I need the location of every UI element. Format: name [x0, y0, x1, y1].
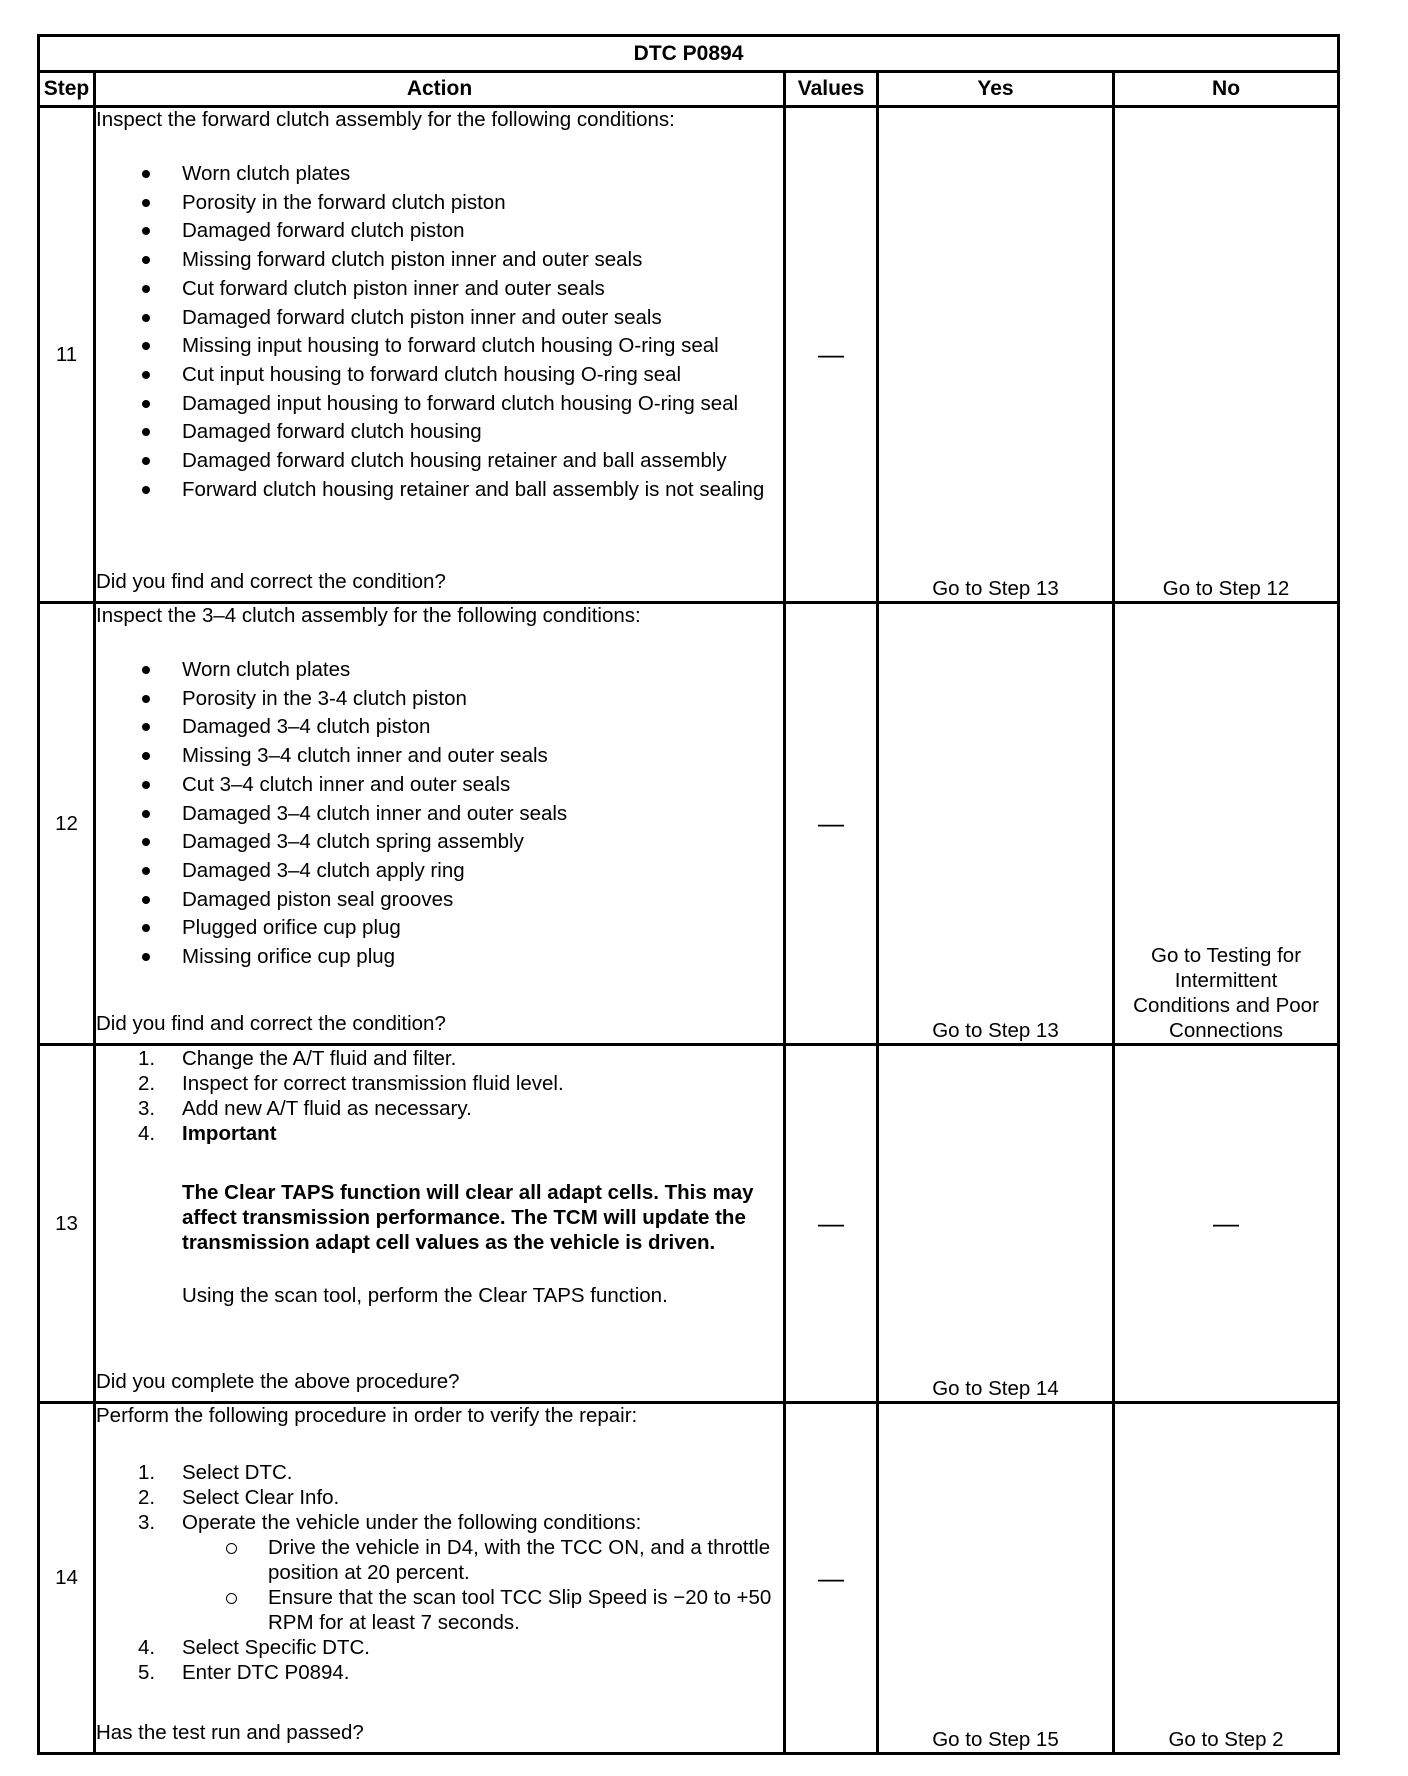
- table-row-step-13: [39, 1045, 1339, 1403]
- values-cell: —: [785, 107, 878, 603]
- yes-cell: Go to Step 13: [878, 603, 1114, 1045]
- list-item: 1. Select DTC.: [138, 1461, 293, 1484]
- list-item: 3. Add new A/T fluid as necessary.: [138, 1097, 472, 1120]
- list-item: Damaged 3–4 clutch spring assembly: [96, 828, 783, 857]
- dtc-table: [37, 34, 1340, 1755]
- condition-list: [96, 160, 783, 502]
- bullet-icon: [142, 428, 150, 436]
- no-cell: Go to Step 12: [1114, 107, 1339, 603]
- bullet-icon: [142, 256, 150, 264]
- header-yes: Yes: [878, 72, 1114, 107]
- table-title: DTC P0894: [39, 36, 1339, 72]
- list-item: Forward clutch housing retainer and ball assembly is not sealing: [96, 476, 783, 502]
- list-item: Damaged forward clutch housing: [96, 418, 783, 447]
- action-intro: Perform the following procedure in order to verify the repair:: [96, 1404, 638, 1427]
- list-item: Missing forward clutch piston inner and outer seals: [96, 246, 783, 275]
- bullet-icon: [142, 838, 150, 846]
- list-item: Damaged 3–4 clutch piston: [96, 713, 783, 742]
- table-row-step-12: [39, 603, 1339, 1045]
- circle-bullet-icon: [226, 1593, 237, 1604]
- procedure-list-cont: [96, 1635, 783, 1685]
- step-number: 14: [39, 1403, 95, 1754]
- action-cell: [95, 107, 785, 603]
- bullet-icon: [142, 752, 150, 760]
- bullet-icon: [142, 486, 150, 494]
- bullet-icon: [142, 342, 150, 350]
- action-cell: [95, 1045, 785, 1403]
- bullet-icon: [142, 314, 150, 322]
- list-item: 4. Select Specific DTC.: [138, 1636, 370, 1659]
- bullet-icon: [142, 666, 150, 674]
- list-item: Cut input housing to forward clutch housing O-ring seal: [96, 361, 783, 390]
- bullet-icon: [142, 695, 150, 703]
- action-question: Did you find and correct the condition?: [96, 570, 446, 593]
- action-cell: [95, 1403, 785, 1754]
- yes-cell: Go to Step 13: [878, 107, 1114, 603]
- list-item: 1. Change the A/T fluid and filter.: [138, 1047, 457, 1070]
- action-question: Did you find and correct the condition?: [96, 1012, 446, 1035]
- bullet-icon: [142, 457, 150, 465]
- list-item: Plugged orifice cup plug: [96, 914, 783, 943]
- bullet-icon: [142, 199, 150, 207]
- no-cell-link[interactable]: Go to Testing for Intermittent Conditions and Poor Connections: [1133, 944, 1319, 1042]
- condition-sublist: [96, 1535, 783, 1635]
- bullet-icon: [142, 227, 150, 235]
- condition-list: [96, 656, 783, 972]
- list-item: Porosity in the 3-4 clutch piston: [96, 685, 783, 714]
- procedure-list: [96, 1046, 783, 1146]
- table-row-step-11: [39, 107, 1339, 603]
- important-note: The Clear TAPS function will clear all adapt cells. This may affect transmission performance. The TCM will update the transmission adapt cell values as the vehicle is driven.: [182, 1181, 754, 1254]
- list-item: Worn clutch plates: [96, 656, 783, 685]
- yes-cell: Go to Step 14: [878, 1045, 1114, 1403]
- step-number: 13: [39, 1045, 95, 1403]
- bullet-icon: [142, 723, 150, 731]
- list-item: Damaged forward clutch housing retainer and ball assembly: [96, 447, 783, 476]
- scan-tool-instruction: Using the scan tool, perform the Clear TAPS function.: [182, 1284, 668, 1307]
- bullet-icon: [142, 781, 150, 789]
- list-item: 3. Operate the vehicle under the following conditions:: [138, 1511, 642, 1534]
- values-cell: —: [785, 1045, 878, 1403]
- bullet-icon: [142, 896, 150, 904]
- list-item: 4. Important: [138, 1122, 277, 1145]
- circle-bullet-icon: [226, 1543, 237, 1554]
- bullet-icon: [142, 867, 150, 875]
- bullet-icon: [142, 953, 150, 961]
- list-item: Damaged input housing to forward clutch housing O-ring seal: [96, 390, 783, 419]
- procedure-list: [96, 1460, 783, 1535]
- list-item: Worn clutch plates: [96, 160, 783, 189]
- list-item: Missing orifice cup plug: [96, 943, 783, 972]
- header-values: Values: [785, 72, 878, 107]
- bullet-icon: [142, 810, 150, 818]
- list-item: Damaged forward clutch piston: [96, 217, 783, 246]
- list-item: Damaged piston seal grooves: [96, 886, 783, 915]
- list-item: Damaged forward clutch piston inner and outer seals: [96, 304, 783, 333]
- list-item: Damaged 3–4 clutch inner and outer seals: [96, 800, 783, 829]
- list-item: Porosity in the forward clutch piston: [96, 189, 783, 218]
- step-number: 12: [39, 603, 95, 1045]
- action-question: Has the test run and passed?: [96, 1721, 364, 1744]
- values-cell: —: [785, 603, 878, 1045]
- step-number: 11: [39, 107, 95, 603]
- bullet-icon: [142, 285, 150, 293]
- header-action: Action: [95, 72, 785, 107]
- bullet-icon: [142, 924, 150, 932]
- list-item: Drive the vehicle in D4, with the TCC ON, and a throttle position at 20 percent.: [96, 1535, 783, 1585]
- list-item: 2. Inspect for correct transmission fluid level.: [138, 1072, 564, 1095]
- list-item: 5. Enter DTC P0894.: [138, 1661, 350, 1684]
- list-item: Cut 3–4 clutch inner and outer seals: [96, 771, 783, 800]
- action-intro: Inspect the 3–4 clutch assembly for the following conditions:: [96, 604, 641, 627]
- list-item: Cut forward clutch piston inner and outer seals: [96, 275, 783, 304]
- yes-cell: Go to Step 15: [878, 1403, 1114, 1754]
- bullet-icon: [142, 400, 150, 408]
- action-cell: [95, 603, 785, 1045]
- values-cell: —: [785, 1403, 878, 1754]
- list-item: Damaged 3–4 clutch apply ring: [96, 857, 783, 886]
- list-item: Missing 3–4 clutch inner and outer seals: [96, 742, 783, 771]
- bullet-icon: [142, 170, 150, 178]
- header-step: Step: [39, 72, 95, 107]
- list-item: Missing input housing to forward clutch housing O-ring seal: [96, 332, 783, 361]
- table-row-step-14: [39, 1403, 1339, 1754]
- action-intro: Inspect the forward clutch assembly for the following conditions:: [96, 108, 675, 131]
- header-no: No: [1114, 72, 1339, 107]
- list-item: 2. Select Clear Info.: [138, 1486, 340, 1509]
- no-cell: [1114, 603, 1339, 1045]
- bullet-icon: [142, 371, 150, 379]
- list-item: Ensure that the scan tool TCC Slip Speed is −20 to +50 RPM for at least 7 seconds.: [96, 1585, 783, 1635]
- action-question: Did you complete the above procedure?: [96, 1370, 460, 1393]
- no-cell: —: [1114, 1045, 1339, 1403]
- no-cell: Go to Step 2: [1114, 1403, 1339, 1754]
